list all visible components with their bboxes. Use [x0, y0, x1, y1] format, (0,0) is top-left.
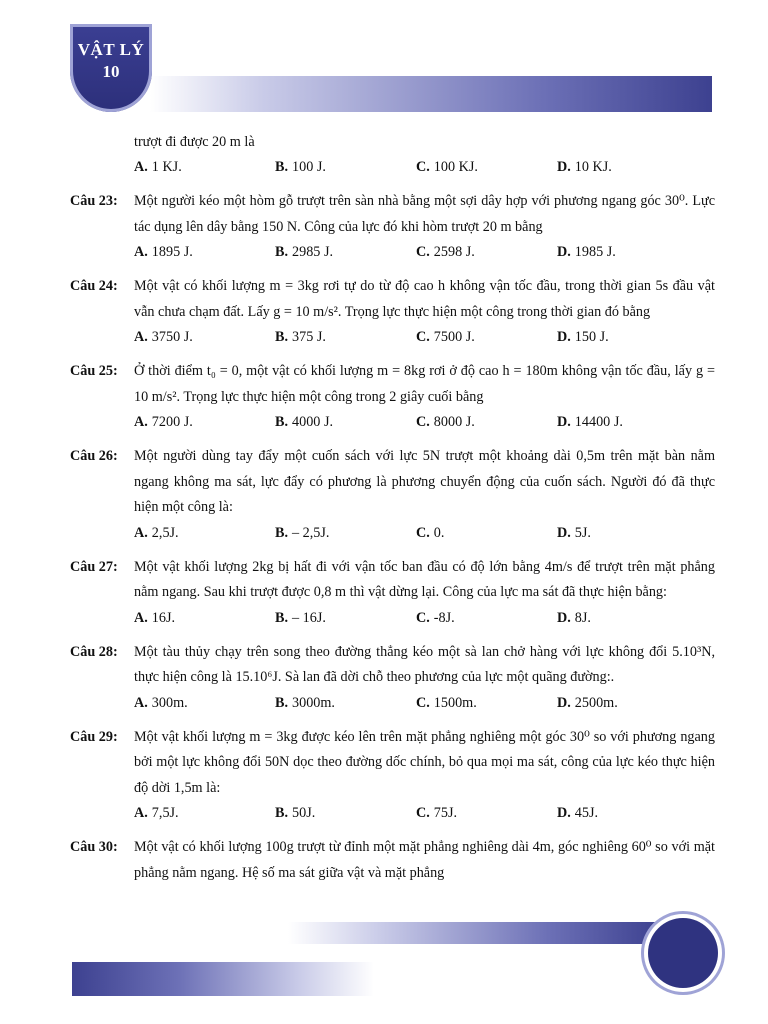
option-c: C. 7500 J.: [416, 329, 475, 345]
footer-decorative-bar-left: [72, 962, 374, 996]
grade-number: 10: [102, 62, 120, 81]
question-26: [70, 444, 715, 545]
option-a: A. 3750 J.: [134, 329, 193, 345]
question-stem: Một vật khối lượng m = 3kg được kéo lên trên mặt phẳng nghiêng một góc 30⁰ so với phương ngang bởi một lực không đổi 50N dọc theo đường dốc chính, bỏ qua mọi ma sát, công của lực kéo thực hiện độ dời 1,5m là:: [134, 728, 715, 796]
option-b: B. 100 J.: [275, 159, 326, 175]
option-b: B. – 16J.: [275, 609, 326, 626]
option-d: D. 14400 J.: [557, 414, 623, 430]
option-d: D. 45J.: [557, 805, 599, 821]
option-c: C. -8J.: [416, 609, 455, 626]
option-b: B. 3000m.: [275, 694, 335, 711]
footer-decorative-bar-right: [288, 922, 660, 944]
subject-badge: [70, 24, 152, 112]
question-label: Câu 27:: [70, 558, 118, 575]
option-d: D. 1985 J.: [557, 244, 616, 260]
question-stem: Một người kéo một hòm gỗ trượt trên sàn nhà bằng một sợi dây hợp với phương ngang góc 30⁰. Lực tác dụng lên dây bằng 150 N. Công của lực đó khi hòm trượt 20 m bằng: [134, 193, 715, 235]
question-continuation: [70, 130, 715, 179]
option-b: B. 4000 J.: [275, 414, 334, 430]
question-24: [70, 274, 715, 349]
answer-options: [70, 240, 715, 264]
question-stem: Một người dùng tay đẩy một cuốn sách với lực 5N trượt một khoảng dài 0,5m trên mặt bàn nằm ngang không ma sát, lực đẩy có phương là phương chuyển động của cuốn sách. Người đó đã thực hiện một công là:: [134, 448, 715, 515]
option-d: D. 2500m.: [557, 694, 618, 711]
question-30: [70, 835, 715, 886]
option-d: D. 10 KJ.: [557, 159, 612, 175]
question-stem: Một vật có khối lượng m = 3kg rơi tự do từ độ cao h không vận tốc đầu, trong thời gian 5s đầu vật vẫn chưa chạm đất. Lấy g = 10 m/s². Trọng lực thực hiện một công trong thời gian đó bằng: [134, 278, 715, 320]
option-a: A. 1 KJ.: [134, 159, 182, 175]
answer-options: [70, 691, 715, 715]
question-label: Câu 26:: [70, 448, 118, 464]
footer-decorative-circle: [648, 918, 718, 988]
question-stem: Một tàu thủy chạy trên song theo đường thẳng kéo một sà lan chở hàng với lực không đổi 5.10³N, thực hiện công là 15.10⁶J. Sà lan đã dời chỗ theo phương của lực một quãng đường:.: [134, 643, 715, 685]
option-d: D. 150 J.: [557, 329, 609, 345]
answer-options: [70, 155, 715, 179]
question-label: Câu 24:: [70, 278, 118, 294]
question-label: Câu 29:: [70, 728, 118, 745]
question-stem: Ở thời điểm t₀ = 0, một vật có khối lượng m = 8kg rơi ở độ cao h = 180m không vận tốc đầu, lấy g = 10 m/s². Trọng lực thực hiện một công trong 2 giây cuối bằng: [134, 363, 715, 405]
answer-options: [70, 606, 715, 630]
question-stem: Một vật khối lượng 2kg bị hất đi với vận tốc ban đầu có độ lớn bằng 4m/s để trượt trên mặt phẳng nằm ngang. Sau khi trượt được 0,8 m thì vật dừng lại. Công của lực ma sát đã thực hiện bằng:: [134, 558, 715, 600]
option-a: A. 7200 J.: [134, 414, 193, 430]
subject-title: VẬT LÝ: [77, 40, 145, 59]
option-a: A. 16J.: [134, 609, 176, 626]
header-decorative-bar: [150, 76, 712, 112]
option-a: A. 7,5J.: [134, 805, 179, 821]
option-c: C. 100 KJ.: [416, 159, 478, 175]
option-c: C. 75J.: [416, 805, 458, 821]
option-c: C. 8000 J.: [416, 414, 475, 430]
question-28: [70, 640, 715, 715]
answer-options: [70, 410, 715, 434]
option-a: A. 1895 J.: [134, 244, 193, 260]
question-list: [70, 130, 715, 896]
question-label: Câu 28:: [70, 643, 118, 660]
option-c: C. 2598 J.: [416, 244, 475, 260]
question-25: [70, 359, 715, 434]
question-stem: trượt đi được 20 m là: [134, 134, 255, 150]
option-d: D. 8J.: [557, 609, 591, 626]
question-label: Câu 30:: [70, 839, 118, 855]
answer-options: [70, 801, 715, 825]
question-stem: Một vật có khối lượng 100g trượt từ đỉnh một mặt phẳng nghiêng dài 4m, góc nghiêng 60⁰ so với mặt phẳng nằm ngang. Hệ số ma sát giữa vật và mặt phẳng: [134, 839, 715, 881]
option-b: B. 50J.: [275, 805, 316, 821]
option-a: A. 300m.: [134, 694, 188, 711]
option-c: C. 0.: [416, 524, 445, 541]
answer-options: [70, 325, 715, 349]
answer-options: [70, 521, 715, 545]
option-b: B. 375 J.: [275, 329, 326, 345]
option-d: D. 5J.: [557, 524, 591, 541]
option-b: B. – 2,5J.: [275, 524, 330, 541]
option-c: C. 1500m.: [416, 694, 477, 711]
question-label: Câu 25:: [70, 363, 118, 379]
option-b: B. 2985 J.: [275, 244, 334, 260]
option-a: A. 2,5J.: [134, 524, 179, 541]
question-29: [70, 725, 715, 826]
question-label: Câu 23:: [70, 193, 118, 209]
question-27: [70, 555, 715, 630]
question-23: [70, 189, 715, 264]
